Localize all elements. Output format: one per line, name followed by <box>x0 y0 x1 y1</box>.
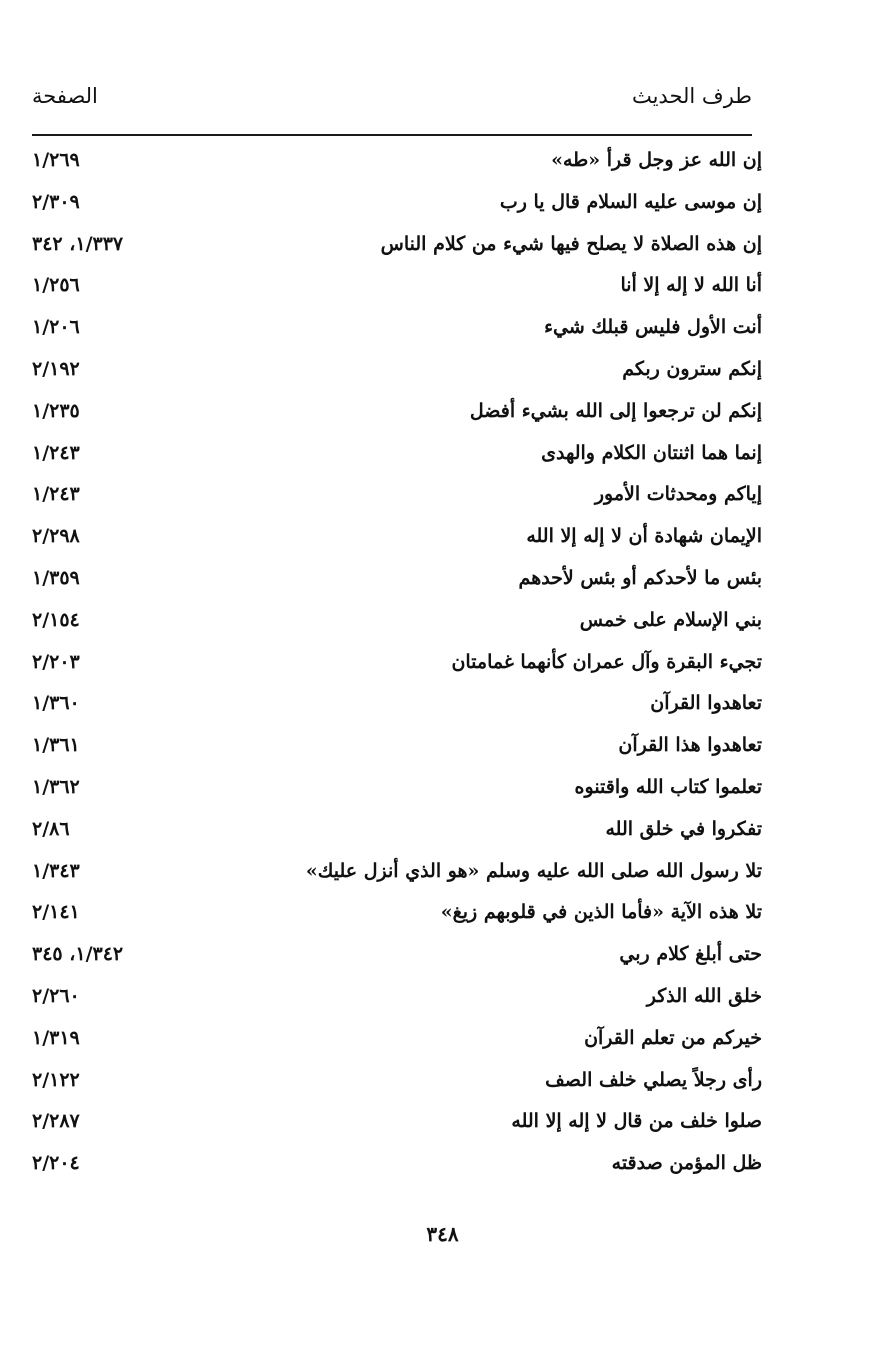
hadith-text: حتى أبلغ كلام ربي <box>619 943 762 966</box>
hadith-text: إياكم ومحدثات الأمور <box>594 483 762 506</box>
index-row <box>32 1060 762 1102</box>
hadith-text: خلق الله الذكر <box>646 984 762 1007</box>
index-row <box>32 391 762 433</box>
index-row <box>32 725 762 767</box>
column-heading-hadith: طرف الحديث <box>631 84 752 108</box>
hadith-text: إن موسى عليه السلام قال يا رب <box>499 190 762 213</box>
index-row <box>32 433 762 475</box>
header-divider <box>32 134 752 136</box>
page-reference: ١/٣١٩ <box>32 1026 80 1049</box>
hadith-text: صلوا خلف من قال لا إله إلا الله <box>511 1110 762 1133</box>
index-row <box>32 809 762 851</box>
hadith-text: رأى رجلاً يصلي خلف الصف <box>545 1068 762 1091</box>
index-row <box>32 349 762 391</box>
hadith-text: إن الله عز وجل قرأ «طه» <box>551 149 762 171</box>
index-row <box>32 516 762 558</box>
page-reference: ٢/٢٠٤ <box>32 1152 80 1175</box>
page-reference: ٢/٢٠٣ <box>32 650 80 673</box>
table-header <box>32 84 752 120</box>
index-row <box>32 558 762 600</box>
hadith-text: تلا رسول الله صلى الله عليه وسلم «هو الذي أنزل عليك» <box>305 859 762 882</box>
page-reference: ١/٣٤٢، ٣٤٥ <box>32 943 124 966</box>
index-row <box>32 976 762 1018</box>
page-reference: ١/٢٥٦ <box>32 274 80 297</box>
hadith-text: تعلموا كتاب الله واقتنوه <box>574 775 762 798</box>
index-row <box>32 1018 762 1060</box>
hadith-text: تفكروا في خلق الله <box>605 817 762 840</box>
index-row <box>32 140 762 182</box>
hadith-text: تلا هذه الآية «فأما الذين في قلوبهم زيغ» <box>440 901 762 924</box>
index-row <box>32 182 762 224</box>
index-row <box>32 642 762 684</box>
page-reference: ٢/٢٨٧ <box>32 1110 80 1133</box>
column-heading-page: الصفحة <box>32 84 98 108</box>
page-reference: ١/٢٦٩ <box>32 149 80 171</box>
page-reference: ٢/١٥٤ <box>32 608 80 631</box>
hadith-text: بني الإسلام على خمس <box>579 608 762 631</box>
page-reference: ٢/٣٠٩ <box>32 190 80 213</box>
hadith-text: بئس ما لأحدكم أو بئس لأحدهم <box>518 566 762 589</box>
hadith-text: إنما هما اثنتان الكلام والهدى <box>541 441 762 464</box>
hadith-text: تجيء البقرة وآل عمران كأنهما غمامتان <box>451 650 762 673</box>
page-reference: ١/٢٠٦ <box>32 316 80 339</box>
page-reference: ٢/٢٩٨ <box>32 525 80 548</box>
hadith-text: إنكم سترون ربكم <box>622 357 762 380</box>
page-reference: ٢/٢٦٠ <box>32 984 80 1007</box>
page-reference: ٢/١٩٢ <box>32 357 80 380</box>
index-row <box>32 1143 762 1185</box>
page-reference: ٢/٨٦ <box>32 817 70 840</box>
index-row <box>32 767 762 809</box>
page-reference: ١/٢٣٥ <box>32 399 80 422</box>
page-reference: ١/٣٦٢ <box>32 775 80 798</box>
page-number: ٣٤٨ <box>426 1222 459 1246</box>
page-reference: ١/٢٤٣ <box>32 483 80 506</box>
page-reference: ٢/١٢٢ <box>32 1068 80 1091</box>
index-row <box>32 265 762 307</box>
index-row <box>32 224 762 266</box>
index-row <box>32 892 762 934</box>
index-row <box>32 600 762 642</box>
index-row <box>32 851 762 893</box>
page-reference: ٢/١٤١ <box>32 901 80 924</box>
hadith-text: ظل المؤمن صدقته <box>611 1152 762 1175</box>
hadith-text: تعاهدوا القرآن <box>650 692 762 715</box>
index-row <box>32 1101 762 1143</box>
page-reference: ١/٣٦١ <box>32 734 80 757</box>
hadith-text: أنت الأول فليس قبلك شيء <box>544 316 762 339</box>
hadith-text: تعاهدوا هذا القرآن <box>618 734 762 757</box>
hadith-text: خيركم من تعلم القرآن <box>584 1026 762 1049</box>
page-reference: ١/٣٤٣ <box>32 859 80 882</box>
hadith-text: أنا الله لا إله إلا أنا <box>620 274 762 297</box>
hadith-text: الإيمان شهادة أن لا إله إلا الله <box>526 525 762 548</box>
index-row <box>32 934 762 976</box>
index-row <box>32 683 762 725</box>
hadith-text: إنكم لن ترجعوا إلى الله بشيء أفضل <box>469 399 762 422</box>
hadith-index-list <box>32 140 762 1185</box>
page-reference: ١/٣٦٠ <box>32 692 80 715</box>
page-reference: ١/٢٤٣ <box>32 441 80 464</box>
index-row <box>32 307 762 349</box>
hadith-text: إن هذه الصلاة لا يصلح فيها شيء من كلام الناس <box>380 232 762 255</box>
index-row <box>32 474 762 516</box>
page-reference: ١/٣٣٧، ٣٤٢ <box>32 232 124 255</box>
page-reference: ١/٣٥٩ <box>32 566 80 589</box>
